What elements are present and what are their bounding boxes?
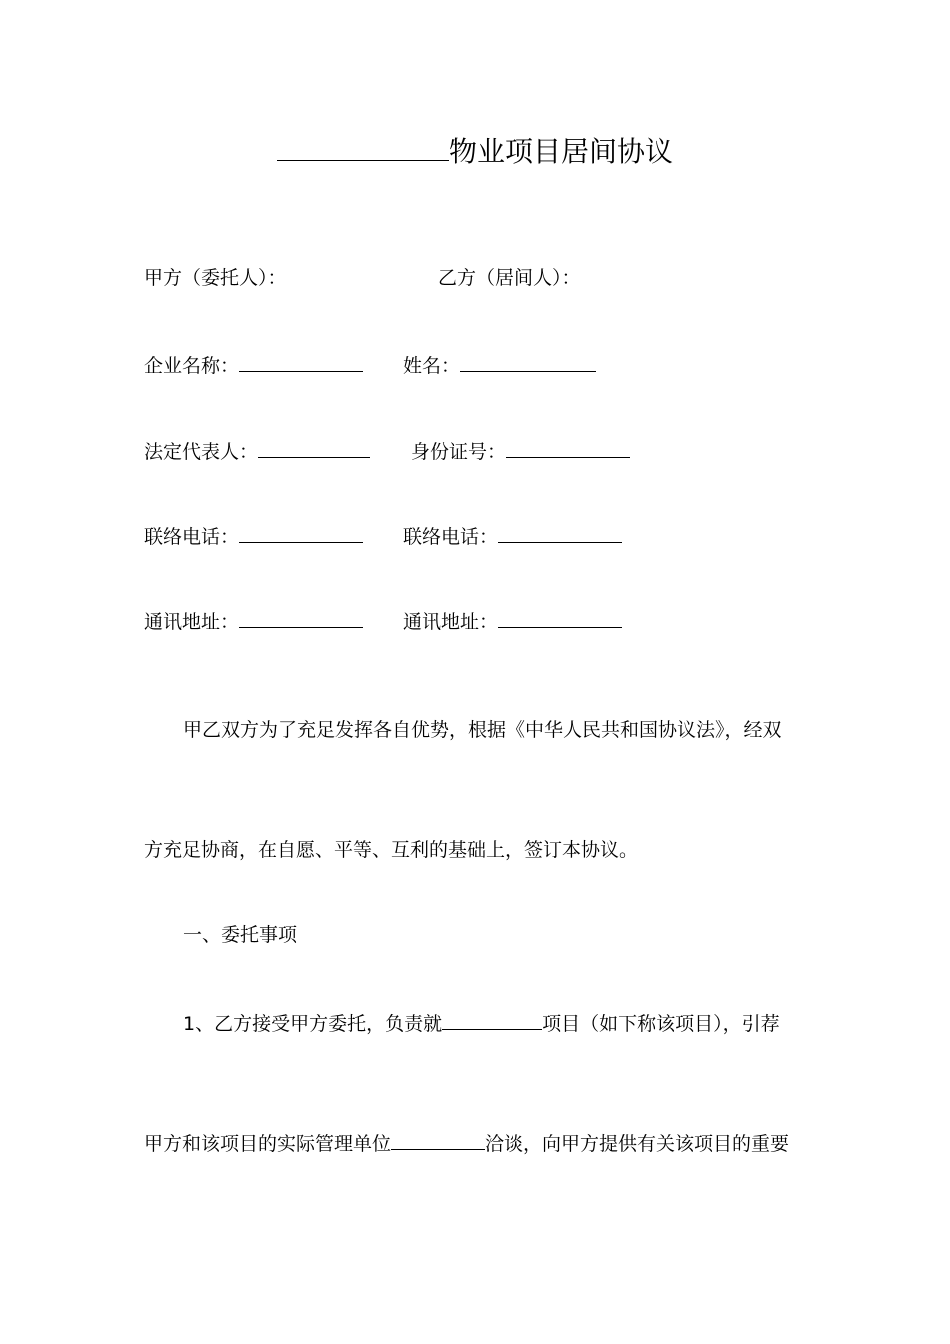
address-field-a[interactable] xyxy=(239,607,363,628)
clause-1-line-1 xyxy=(183,1009,780,1036)
name-label: 姓名： xyxy=(403,355,461,377)
address-label-a: 通讯地址： xyxy=(144,611,240,633)
id-number-label: 身份证号： xyxy=(411,441,507,463)
phone-row-b xyxy=(403,522,622,549)
clause-1-part-2: 项目（如下称该项目），引荐 xyxy=(542,1013,780,1035)
clause-1-part-1: 1、乙方接受甲方委托，负责就 xyxy=(183,1013,443,1035)
address-label-b: 通讯地址： xyxy=(403,611,499,633)
id-number-field[interactable] xyxy=(506,437,630,458)
party-a-label: 甲方（委托人）： xyxy=(144,267,287,289)
project-name-field[interactable] xyxy=(442,1009,542,1030)
legal-rep-row xyxy=(144,437,370,464)
document-title xyxy=(0,132,950,170)
id-number-row xyxy=(411,437,630,464)
legal-rep-field[interactable] xyxy=(258,437,370,458)
clause-1-part-3: 甲方和该项目的实际管理单位 xyxy=(144,1133,392,1155)
phone-field-b[interactable] xyxy=(498,522,622,543)
company-name-row xyxy=(144,351,363,378)
preamble-line-1: 甲乙双方为了充足发挥各自优势，根据《中华人民共和国协议法》，经双 xyxy=(183,719,782,741)
legal-rep-label: 法定代表人： xyxy=(144,441,259,463)
company-name-field[interactable] xyxy=(239,351,363,372)
address-field-b[interactable] xyxy=(498,607,622,628)
party-b-label: 乙方（居间人）： xyxy=(438,267,581,289)
name-row xyxy=(403,351,596,378)
section-1-heading: 一、委托事项 xyxy=(183,924,298,946)
title-blank-field[interactable] xyxy=(277,132,449,161)
clause-1-part-4: 洽谈，向甲方提供有关该项目的重要 xyxy=(485,1133,790,1155)
phone-label-a: 联络电话： xyxy=(144,526,240,548)
name-field[interactable] xyxy=(460,351,596,372)
address-row-a xyxy=(144,607,363,634)
phone-label-b: 联络电话： xyxy=(403,526,499,548)
phone-row-a xyxy=(144,522,363,549)
phone-field-a[interactable] xyxy=(239,522,363,543)
clause-1-line-2 xyxy=(144,1129,789,1156)
address-row-b xyxy=(403,607,622,634)
title-text: 物业项目居间协议 xyxy=(448,135,673,168)
company-name-label: 企业名称： xyxy=(144,355,240,377)
preamble-line-2: 方充足协商，在自愿、平等、互利的基础上，签订本协议。 xyxy=(144,839,639,861)
management-unit-field[interactable] xyxy=(391,1129,485,1150)
